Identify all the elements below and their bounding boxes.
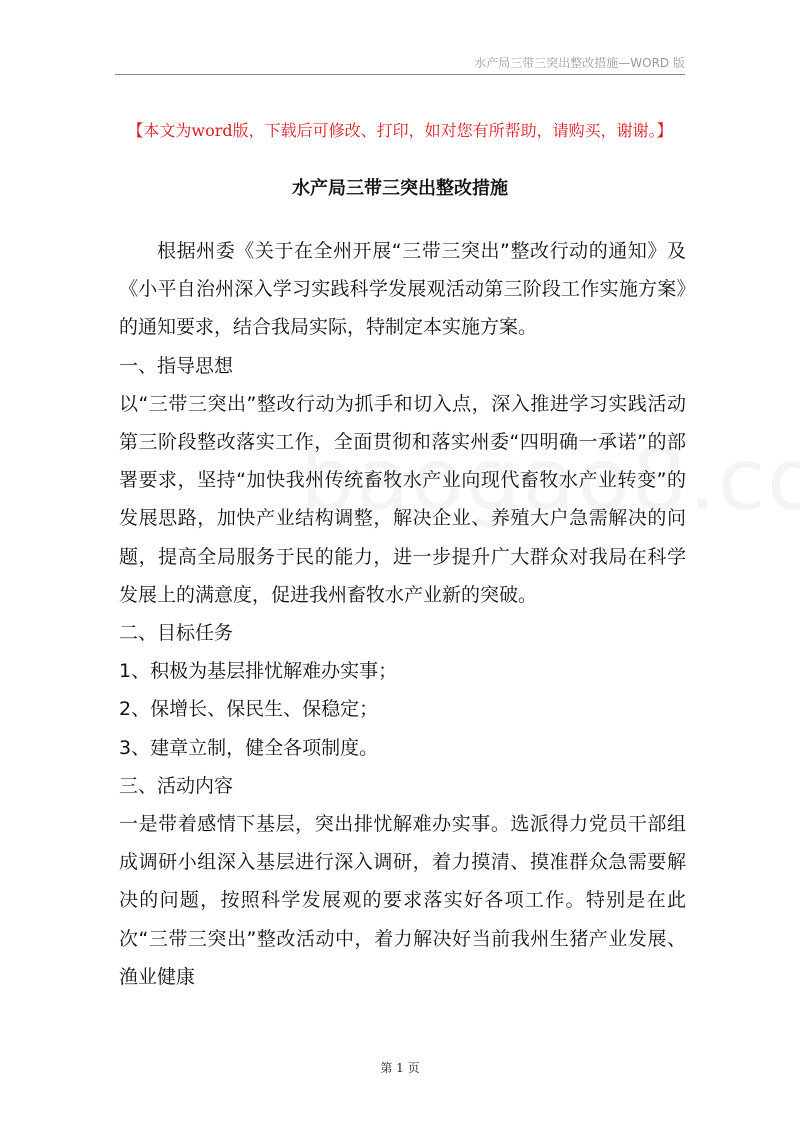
intro-paragraph: 根据州委《关于在全州开展“三带三突出”整改行动的通知》及《小平自治州深入学习实践科学发展观活动第三阶段工作实施方案》的通知要求，结合我局实际，特制定本实施方案。 — [119, 240, 686, 339]
header-title: 水产局三带三突出整改措施—WORD 版 — [474, 56, 685, 70]
guiding-ideology-paragraph: 以“三带三突出”整改行动为抓手和切入点，深入推进学习实践活动第三阶段整改落实工作，全面贯彻和落实州委“四明确一承诺”的部署要求，坚持“加快我州传统畜牧水产业向现代畜牧水产业转变”的发展思路，加快产业结构调整，解决企业、养殖大户急需解决的问题，提高全局服务于民的能力，进一步提升广大群众对我局在科学发展上的满意度，促进我州畜牧水产业新的突破。 — [119, 392, 686, 606]
objective-item-1: 1、积极为基层排忧解难办实事； — [119, 660, 398, 683]
page-number: 第 1 页 — [380, 1061, 420, 1075]
section-heading-objectives: 二、目标任务 — [119, 622, 234, 645]
section-heading-guiding-ideology: 一、指导思想 — [119, 354, 234, 377]
objective-item-2: 2、保增长、保民生、保稳定； — [119, 698, 379, 721]
document-body — [119, 232, 686, 996]
header-rule — [115, 74, 685, 75]
section-heading-activities: 三、活动内容 — [119, 774, 234, 797]
activities-paragraph: 一是带着感情下基层，突出排忧解难办实事。选派得力党员干部组成调研小组深入基层进行深入调研，着力摸清、摸准群众急需要解决的问题，按照科学发展观的要求落实好各项工作。特别是在此次“三带三突出”整改活动中，着力解决好当前我州生猪产业发展、渔业健康 — [119, 813, 686, 988]
document-title: 水产局三带三突出整改措施 — [292, 178, 508, 199]
download-notice: 【本文为word版，下载后可修改、打印，如对您有所帮助，请购买，谢谢。】 — [127, 121, 673, 140]
objective-item-3: 3、建章立制，健全各项制度。 — [119, 736, 379, 759]
